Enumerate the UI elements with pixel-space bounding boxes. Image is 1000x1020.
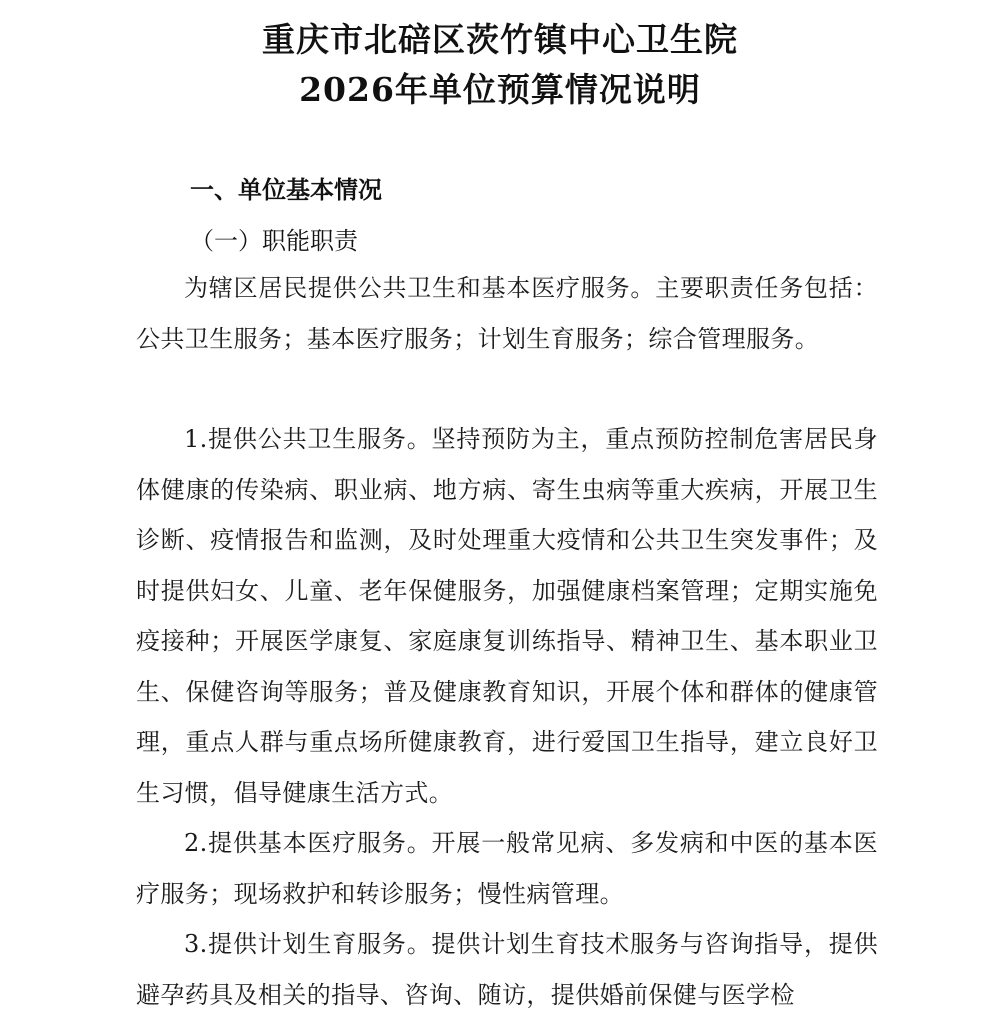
subsection-heading: （一）职能职责 [190,227,358,255]
paragraph-duties-summary: 为辖区居民提供公共卫生和基本医疗服务。主要职责任务包括：公共卫生服务；基本医疗服务；计划生育服务；综合管理服务。 [136,274,878,353]
document-title-line1: 重庆市北碚区茨竹镇中心卫生院 [262,20,738,59]
section-heading: 一、单位基本情况 [190,176,382,204]
paragraph-public-health: 1.提供公共卫生服务。坚持预防为主，重点预防控制危害居民身体健康的传染病、职业病、地方病、寄生虫病等重大疾病，开展卫生诊断、疫情报告和监测，及时处理重大疫情和公共卫生突发事件；及时提供妇女、儿童、老年保健服务，加强健康档案管理；定期实施免疫接种；开展医学康复、家庭康复训练指导、精神卫生、基本职业卫生、保健咨询等服务；普及健康教育知识，开展个体和群体的健康管理，重点人群与重点场所健康教育，进行爱国卫生指导，建立良好卫生习惯，倡导健康生活方式。 [136,425,878,807]
paragraph-basic-medical: 2.提供基本医疗服务。开展一般常见病、多发病和中医的基本医疗服务；现场救护和转诊服务；慢性病管理。 [136,829,878,908]
paragraph-family-planning: 3.提供计划生育服务。提供计划生育技术服务与咨询指导，提供避孕药具及相关的指导、咨询、随访，提供婚前保健与医学检 [136,930,878,1009]
document-title-line2: 2026年单位预算情况说明 [299,70,701,109]
